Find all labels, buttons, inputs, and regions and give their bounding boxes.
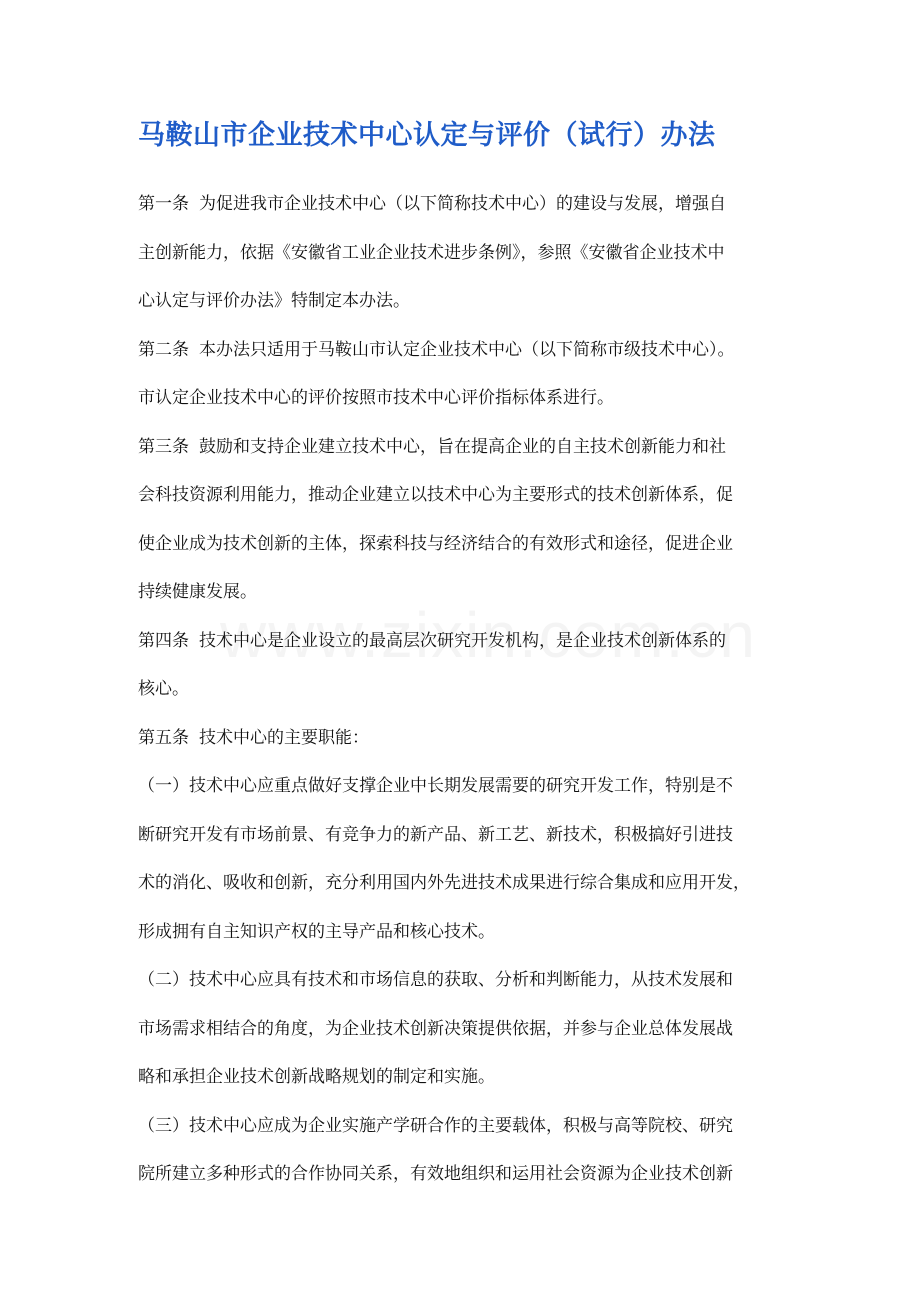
article-paragraph: [138, 423, 782, 617]
line-text: 会科技资源利用能力，推动企业建立以技术中心为主要形式的技术创新体系，促: [138, 485, 733, 505]
line-text: 使企业成为技术创新的主体，探索科技与经济结合的有效形式和途径，促进企业: [138, 533, 733, 554]
line-text: （一）技术中心应重点做好支撑企业中长期发展需要的研究开发工作，特别是不: [138, 776, 733, 796]
article-paragraph: [138, 180, 782, 326]
line-text: 持续健康发展。: [138, 582, 257, 602]
line-text: 市场需求相结合的角度，为企业技术创新决策提供依据，并参与企业总体发展战: [138, 1018, 733, 1039]
paragraph-line: [138, 665, 782, 714]
article-paragraph: [138, 762, 782, 956]
paragraph-line: [138, 714, 782, 763]
paragraph-line: [138, 617, 782, 666]
paragraph-line: [138, 520, 782, 569]
article-label: 第三条: [138, 436, 189, 457]
article-paragraph: [138, 956, 782, 1102]
paragraph-line: [138, 1053, 782, 1102]
line-text: 核心。: [138, 679, 189, 699]
paragraph-line: [138, 229, 782, 278]
paragraph-line: [138, 568, 782, 617]
line-text: 院所建立多种形式的合作协同关系，有效地组织和运用社会资源为企业技术创新: [138, 1164, 733, 1184]
article-paragraph: [138, 326, 782, 423]
paragraph-line: [138, 811, 782, 860]
paragraph-line: [138, 1102, 782, 1151]
line-text: 技术中心的主要职能：: [199, 727, 369, 748]
document-title: 马鞍山市企业技术中心认定与评价（试行）办法: [138, 120, 716, 151]
article-label: 第二条: [138, 339, 189, 360]
line-text: 略和承担企业技术创新战略规划的制定和实施。: [138, 1067, 495, 1087]
line-text: 断研究开发有市场前景、有竞争力的新产品、新工艺、新技术，积极搞好引进技: [138, 824, 733, 845]
paragraph-line: [138, 423, 782, 472]
article-paragraph: [138, 714, 782, 763]
paragraph-line: [138, 908, 782, 957]
line-text: 形成拥有自主知识产权的主导产品和核心技术。: [138, 921, 495, 942]
article-paragraph: [138, 1102, 782, 1199]
line-text: 鼓励和支持企业建立技术中心，旨在提高企业的自主技术创新能力和社: [199, 436, 726, 457]
paragraph-line: [138, 1005, 782, 1054]
line-text: 技术中心是企业设立的最高层次研究开发机构，是企业技术创新体系的: [199, 630, 726, 651]
paragraph-line: [138, 859, 782, 908]
line-text: 市认定企业技术中心的评价按照市技术中心评价指标体系进行。: [138, 388, 614, 408]
article-paragraph: [138, 617, 782, 714]
article-label: 第五条: [138, 727, 189, 748]
paragraph-line: [138, 180, 782, 229]
line-text: 主创新能力，依据《安徽省工业企业技术进步条例》，参照《安徽省企业技术中: [138, 242, 725, 263]
line-text: 本办法只适用于马鞍山市认定企业技术中心（以下简称市级技术中心）。: [199, 339, 735, 360]
line-text: 为促进我市企业技术中心（以下简称技术中心）的建设与发展，增强自: [199, 194, 726, 214]
paragraph-line: [138, 374, 782, 423]
article-label: 第一条: [138, 194, 189, 214]
paragraph-line: [138, 762, 782, 811]
paragraph-line: [138, 326, 782, 375]
document-body: [138, 180, 782, 1199]
line-text: （二）技术中心应具有技术和市场信息的获取、分析和判断能力，从技术发展和: [138, 970, 733, 990]
paragraph-line: [138, 471, 782, 520]
line-text: 术的消化、吸收和创新，充分利用国内外先进技术成果进行综合集成和应用开发，: [138, 873, 750, 893]
paragraph-line: [138, 1150, 782, 1199]
article-label: 第四条: [138, 630, 189, 651]
line-text: （三）技术中心应成为企业实施产学研合作的主要载体，积极与高等院校、研究: [138, 1115, 733, 1136]
line-text: 心认定与评价办法》特制定本办法。: [138, 291, 410, 311]
paragraph-line: [138, 277, 782, 326]
paragraph-line: [138, 956, 782, 1005]
